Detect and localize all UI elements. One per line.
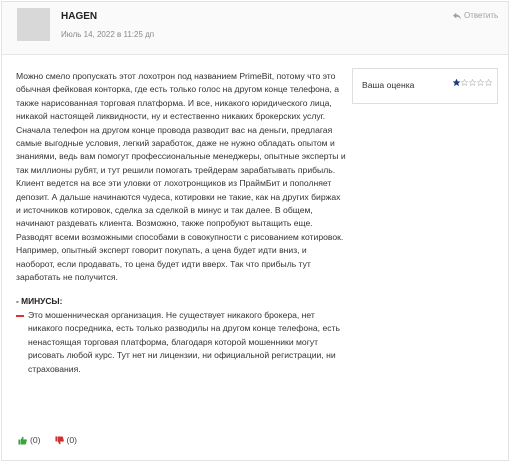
like-count: (0) — [30, 435, 41, 445]
reply-label: Ответить — [464, 11, 499, 20]
star-icon[interactable] — [453, 79, 460, 86]
review-paragraph: Клиент ведется на все эти уловки от лохотронщиков из ПраймБит и пополняет депозит. А дальше начинаются чудеса, котировки не такие, как на других биржах и источников котировок, сделка за сделкой в минус и так далее. В общем, начинают раздевать клиента. Возможно, также попробуют вытащить еще. Разводят всеми возможными способами в совокупности с рисованием котировок. Например, опытный эксперт говорит покупать, а цена будет идти вниз, и наоборот, если продавать, то цена будет идти вверх. Так что прибыль тут заработать не получится. — [16, 178, 344, 283]
review-header — [2, 2, 508, 55]
star-rating[interactable] — [453, 79, 492, 86]
star-icon[interactable] — [485, 79, 492, 86]
star-icon[interactable] — [469, 79, 476, 86]
avatar — [17, 8, 50, 41]
cons-item — [16, 309, 346, 376]
star-icon[interactable] — [461, 79, 468, 86]
review-body — [16, 70, 346, 376]
thumb-up-icon — [18, 436, 27, 445]
reply-button[interactable] — [453, 11, 498, 20]
author-name: HAGEN — [61, 11, 98, 22]
review-paragraph: Можно смело пропускать этот лохотрон под названием PrimeBit, потому что это обычная фейковая конторка, где есть только голос на другом конце телефона, а также нарисованная торговая платформа. И все, никакого юридического лица, никакой настоящей ликвидности, ну и естественно никаких брокерских услуг. — [16, 71, 340, 122]
review-card — [1, 1, 509, 461]
rating-box — [352, 68, 498, 104]
cons-title: - МИНУСЫ: — [16, 295, 63, 306]
reply-icon — [453, 12, 461, 20]
like-button[interactable] — [18, 435, 41, 445]
star-icon[interactable] — [477, 79, 484, 86]
review-paragraph: Сначала телефон на другом конце провода разводит вас на деньги, предлагая самые выгодные условия, легкий заработок, даже не нужно обладать опытом и знаниями, ведь вам помогут профессиональные менеджеры, опытные эксперты и так миллионы рубят, и тут решили помогать трейдерам зарабатывать прибыль. — [16, 124, 346, 175]
dislike-count: (0) — [66, 435, 78, 445]
minus-icon — [16, 315, 24, 317]
dislike-button[interactable] — [55, 435, 78, 445]
rating-label: Ваша оценка — [362, 80, 415, 90]
review-date: Июль 14, 2022 в 11:25 дп — [61, 30, 155, 39]
cons-item-text: Это мошенническая организация. Не существует никакого брокера, нет никакого посредника, есть только разводилы на другом конце телефона, есть ненастоящая торговая платформа, благодаря которой мошенники могут рисовать любой курс. Тут нет ни лицензии, ни официальной регистрации, ни страхования. — [28, 309, 340, 374]
thumb-down-icon — [55, 436, 64, 445]
vote-bar — [18, 435, 77, 445]
